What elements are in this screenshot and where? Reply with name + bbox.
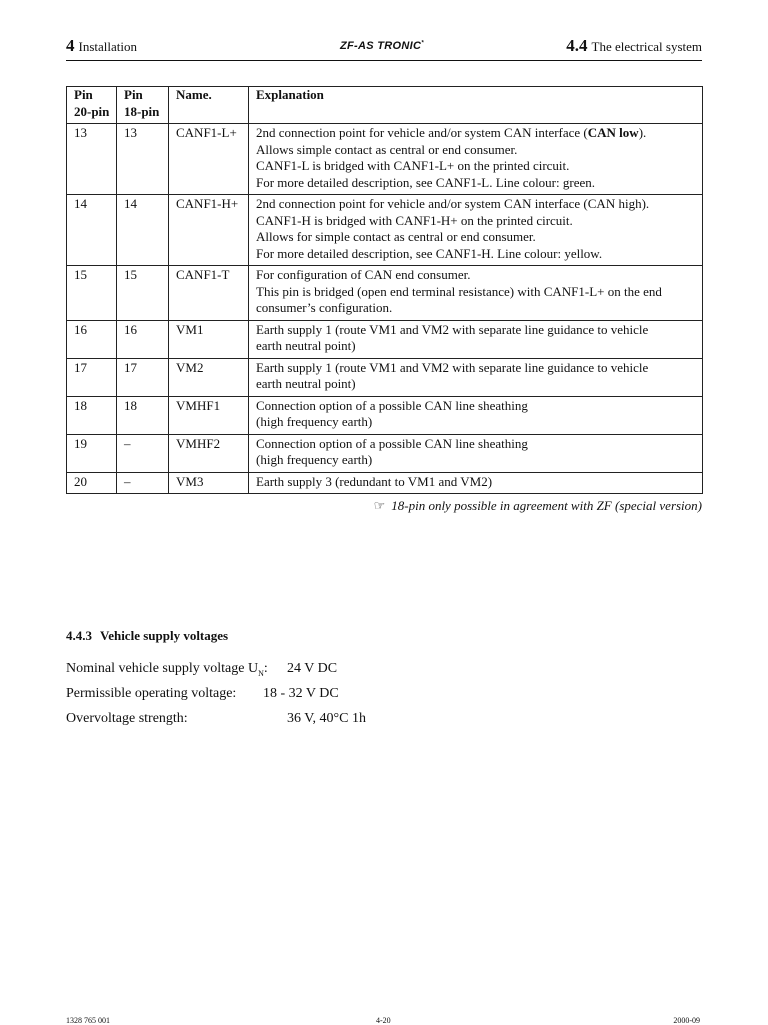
chapter-number: 4 [66, 36, 75, 55]
explanation-line: Allows simple contact as central or end consumer. [256, 141, 518, 157]
explanation-line: For configuration of CAN end consumer. [256, 267, 471, 282]
explanation-line: earth neutral point) [256, 338, 356, 353]
explanation-cell [249, 358, 703, 396]
pin-20-cell: 13 [67, 124, 117, 195]
signal-name-cell: VMHF1 [169, 396, 249, 434]
footer-date: 2000-09 [673, 1016, 700, 1025]
subsection-number: 4.4.3 [66, 628, 92, 643]
table-row [67, 434, 703, 472]
footer-doc-number: 1328 765 001 [66, 1016, 110, 1025]
spec-label-text: Nominal vehicle supply voltage U [66, 661, 259, 676]
pin-20-cell: 19 [67, 434, 117, 472]
explanation-line: earth neutral point) [256, 376, 356, 391]
explanation-emphasis: CAN low [587, 125, 639, 140]
pin-18-cell: – [117, 434, 169, 472]
explanation-line [256, 125, 698, 142]
header-pin-20 [67, 87, 117, 124]
explanation-line: This pin is bridged (open end terminal resistance) with CANF1-L+ on the end [256, 283, 662, 299]
explanation-text: 2nd connection point for vehicle and/or system CAN interface ( [256, 125, 588, 140]
header-text: 20-pin [74, 103, 110, 119]
explanation-cell [249, 266, 703, 321]
spec-label-nominal [66, 661, 268, 678]
pin-18-cell: 15 [117, 266, 169, 321]
pointing-hand-icon: ☞ [373, 498, 386, 513]
pin-20-cell: 20 [67, 472, 117, 494]
pin-18-cell: – [117, 472, 169, 494]
pin-18-cell: 18 [117, 396, 169, 434]
pin-20-cell: 18 [67, 396, 117, 434]
signal-name-cell: CANF1-T [169, 266, 249, 321]
explanation-line: For more detailed description, see CANF1-L. Line colour: green. [256, 174, 595, 190]
pin-20-cell: 17 [67, 358, 117, 396]
spec-label-subscript: N [258, 668, 264, 678]
explanation-line: (high frequency earth) [256, 452, 373, 467]
explanation-line: Earth supply 3 (redundant to VM1 and VM2) [256, 473, 493, 489]
spec-value-overvoltage: 36 V, 40°C 1h [287, 711, 366, 726]
explanation-cell [249, 124, 703, 195]
header-pin-18 [117, 87, 169, 124]
pin-20-cell: 14 [67, 195, 117, 266]
pin-18-cell: 16 [117, 320, 169, 358]
spec-value-operating: 18 - 32 V DC [263, 686, 339, 701]
table-row [67, 266, 703, 321]
footnote [374, 498, 702, 514]
footer-page-number: 4-20 [376, 1016, 391, 1025]
table-row [67, 396, 703, 434]
table-header-row [67, 87, 703, 124]
pin-20-cell: 16 [67, 320, 117, 358]
footnote-text: 18-pin only possible in agreement with ZF (special version) [391, 498, 702, 513]
explanation-line: Earth supply 1 (route VM1 and VM2 with separate line guidance to vehicle [256, 321, 649, 337]
explanation-line: consumer’s configuration. [256, 300, 393, 315]
header-name: Name. [169, 87, 249, 124]
explanation-line: For more detailed description, see CANF1-H. Line colour: yellow. [256, 245, 603, 261]
logo-mark: * [421, 40, 424, 47]
spec-label-operating: Permissible operating voltage: [66, 686, 237, 701]
section-heading [566, 36, 702, 56]
explanation-line: 2nd connection point for vehicle and/or system CAN interface (CAN high). [256, 196, 650, 211]
explanation-cell [249, 472, 703, 494]
pin-20-cell: 15 [67, 266, 117, 321]
signal-name-cell: VM2 [169, 358, 249, 396]
explanation-line: Connection option of a possible CAN line sheathing [256, 397, 528, 413]
explanation-line: CANF1-H is bridged with CANF1-H+ on the printed circuit. [256, 212, 573, 228]
header-explanation: Explanation [249, 87, 703, 124]
logo-text: ZF-AS TRONIC [340, 40, 422, 52]
header-text: Pin [124, 87, 143, 102]
table-row [67, 472, 703, 494]
page-header [66, 36, 702, 61]
explanation-line: (high frequency earth) [256, 414, 373, 429]
signal-name-cell: CANF1-H+ [169, 195, 249, 266]
table-row [67, 195, 703, 266]
section-title: The electrical system [591, 39, 702, 54]
signal-name-cell: VM1 [169, 320, 249, 358]
chapter-title: Installation [78, 39, 137, 54]
signal-name-cell: VMHF2 [169, 434, 249, 472]
explanation-line: CANF1-L is bridged with CANF1-L+ on the printed circuit. [256, 158, 570, 173]
subsection-title: Vehicle supply voltages [100, 628, 229, 643]
brand-logo [340, 40, 424, 52]
spec-label-overvoltage: Overvoltage strength: [66, 711, 188, 726]
table-row [67, 320, 703, 358]
pin-18-cell: 14 [117, 195, 169, 266]
explanation-text: ). [638, 125, 647, 140]
explanation-cell [249, 396, 703, 434]
spec-label-colon: : [263, 661, 268, 676]
header-text: 18-pin [124, 103, 160, 119]
table-row [67, 124, 703, 195]
pin-18-cell: 17 [117, 358, 169, 396]
spec-value-nominal: 24 V DC [287, 661, 338, 676]
signal-name-cell: VM3 [169, 472, 249, 494]
section-heading-4-4-3 [66, 628, 228, 644]
explanation-cell [249, 320, 703, 358]
header-text: Pin [74, 87, 93, 102]
explanation-line: Earth supply 1 (route VM1 and VM2 with separate line guidance to vehicle [256, 359, 649, 375]
explanation-cell [249, 195, 703, 266]
signal-name-cell: CANF1-L+ [169, 124, 249, 195]
pin-18-cell: 13 [117, 124, 169, 195]
explanation-cell [249, 434, 703, 472]
explanation-line: Connection option of a possible CAN line sheathing [256, 435, 528, 451]
pin-assignment-table [66, 86, 703, 494]
chapter-heading [66, 36, 137, 56]
section-number: 4.4 [566, 36, 588, 55]
table-row [67, 358, 703, 396]
explanation-line: Allows for simple contact as central or end consumer. [256, 229, 536, 244]
